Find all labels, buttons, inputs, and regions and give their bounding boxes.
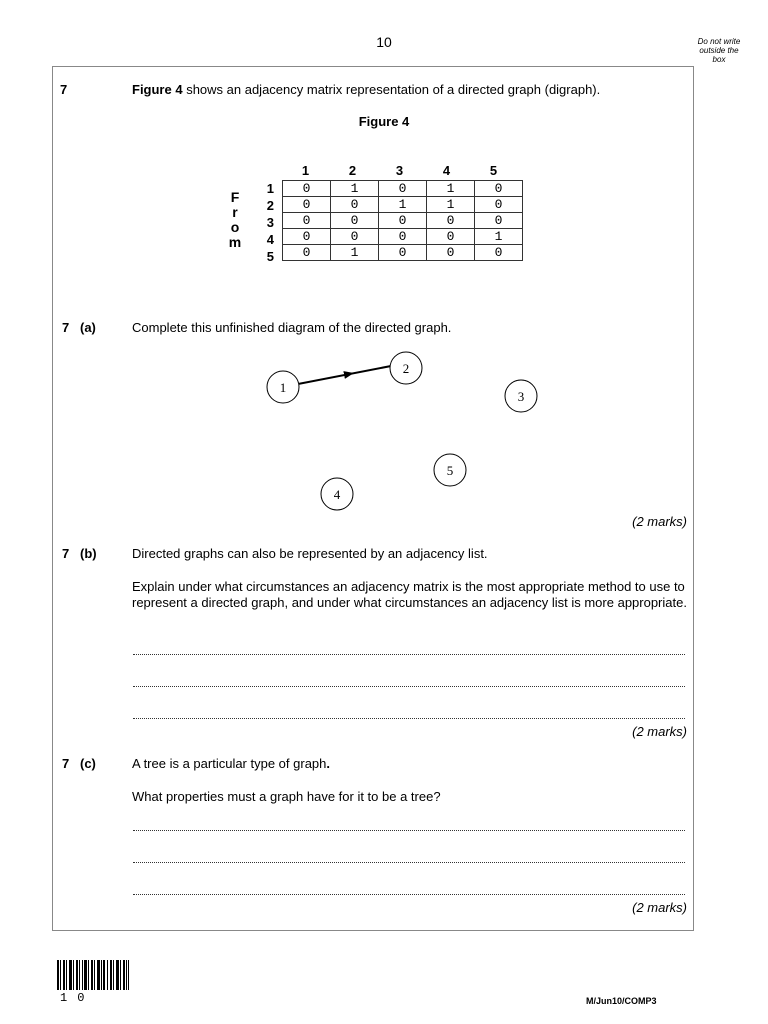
svg-text:5: 5 <box>446 463 454 478</box>
part-c-text-1: A tree is a particular type of graph. <box>132 756 331 771</box>
matrix-cell: 0 <box>475 245 523 261</box>
matrix-cell: 0 <box>283 229 331 245</box>
matrix-cell: 0 <box>427 213 475 229</box>
matrix-cell: 0 <box>331 229 379 245</box>
matrix-cell: 0 <box>283 213 331 229</box>
matrix-cell: 0 <box>331 213 379 229</box>
matrix-cell: 0 <box>475 181 523 197</box>
question-intro: Figure 4 shows an adjacency matrix representation of a directed graph (digraph). <box>132 82 601 97</box>
matrix-cell: 0 <box>379 245 427 261</box>
matrix-cell: 1 <box>427 181 475 197</box>
graph-node-5 <box>434 454 466 486</box>
matrix-cell: 0 <box>283 181 331 197</box>
matrix-cell: 0 <box>283 245 331 261</box>
matrix-row-header: 1 <box>266 181 274 196</box>
part-c-number: 7 <box>62 756 70 771</box>
matrix-cell: 1 <box>475 229 523 245</box>
answer-line[interactable] <box>133 718 685 719</box>
graph-node-2 <box>390 352 422 384</box>
figure-title: Figure 4 <box>358 114 410 129</box>
answer-line[interactable] <box>133 830 685 831</box>
matrix-col-header: 5 <box>489 163 498 178</box>
part-a-marks: (2 marks) <box>632 514 687 529</box>
answer-line[interactable] <box>133 894 685 895</box>
matrix-cell: 0 <box>475 213 523 229</box>
part-b-text-2: Explain under what circumstances an adjacency matrix is the most appropriate method to use to represent a directed graph, and under what circumstances an adjacency list is more appropriate. <box>132 579 687 610</box>
part-c-text-2: What properties must a graph have for it to be a tree? <box>132 789 441 804</box>
matrix-row-header: 2 <box>266 198 274 213</box>
matrix-cell: 0 <box>379 229 427 245</box>
matrix-cell: 1 <box>379 197 427 213</box>
matrix-cell: 1 <box>331 181 379 197</box>
edge-1-2 <box>298 366 391 384</box>
part-b-label: (b) <box>80 546 97 561</box>
matrix-cell: 0 <box>379 181 427 197</box>
matrix-cell: 1 <box>427 197 475 213</box>
margin-note: Do not write outside the box <box>697 37 741 64</box>
matrix-cell: 0 <box>283 197 331 213</box>
matrix-row-header: 3 <box>266 215 274 230</box>
question-number: 7 <box>60 82 68 97</box>
barcode-digits: 10 <box>60 991 95 1005</box>
answer-line[interactable] <box>133 654 685 655</box>
matrix-row-header: 4 <box>266 232 274 247</box>
svg-text:4: 4 <box>333 487 341 502</box>
matrix-cell: 0 <box>427 229 475 245</box>
matrix-cell: 0 <box>427 245 475 261</box>
matrix-col-header: 2 <box>348 163 357 178</box>
matrix-row-header: 5 <box>266 249 274 264</box>
part-b-text-1: Directed graphs can also be represented by an adjacency list. <box>132 546 488 561</box>
graph-node-4 <box>321 478 353 510</box>
svg-text:1: 1 <box>279 380 287 395</box>
part-a-label: (a) <box>80 320 96 335</box>
matrix-cell: 0 <box>331 197 379 213</box>
part-a-number: 7 <box>62 320 70 335</box>
matrix-cell: 1 <box>331 245 379 261</box>
page-number: 10 <box>376 34 392 50</box>
matrix-col-header: 3 <box>395 163 404 178</box>
part-c-label: (c) <box>80 756 96 771</box>
svg-text:2: 2 <box>402 361 410 376</box>
matrix-cell: 0 <box>379 213 427 229</box>
graph-node-1 <box>267 371 299 403</box>
matrix-col-header: 4 <box>442 163 451 178</box>
part-b-marks: (2 marks) <box>632 724 687 739</box>
svg-text:3: 3 <box>517 389 525 404</box>
barcode-icon <box>57 960 129 990</box>
answer-line[interactable] <box>133 862 685 863</box>
graph-node-3 <box>505 380 537 412</box>
from-label: F r o m <box>228 189 242 250</box>
part-c-marks: (2 marks) <box>632 900 687 915</box>
paper-code: M/Jun10/COMP3 <box>586 996 657 1006</box>
part-b-number: 7 <box>62 546 70 561</box>
matrix-cell: 0 <box>475 197 523 213</box>
part-a-text: Complete this unfinished diagram of the directed graph. <box>132 320 452 335</box>
matrix-col-header: 1 <box>301 163 310 178</box>
answer-line[interactable] <box>133 686 685 687</box>
